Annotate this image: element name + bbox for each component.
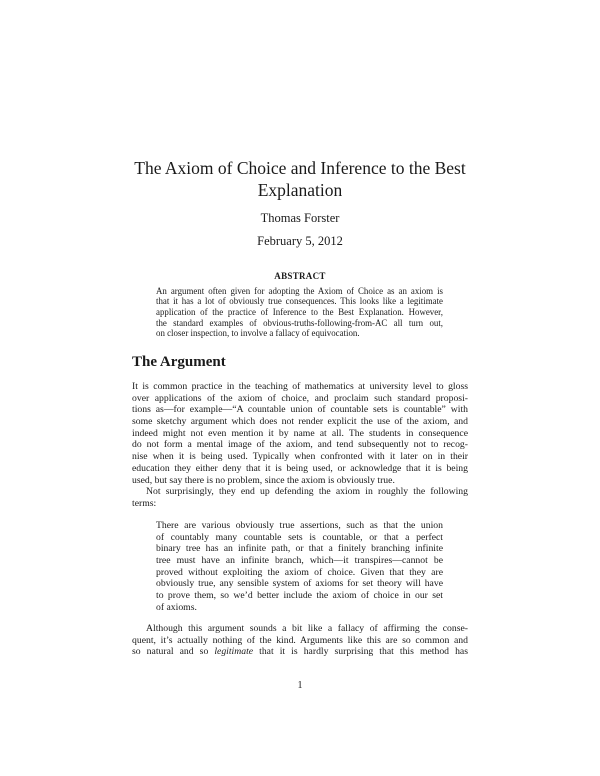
block-quote xyxy=(156,520,443,614)
section-heading: The Argument xyxy=(132,354,226,370)
text-line: of countably many countable sets is countable, or that a perfect xyxy=(156,531,443,543)
text-line: do not form a mental image of the axiom, and tend subsequently not to recog- xyxy=(132,439,468,451)
text-line: There are various obviously true assertions, such as that the union xyxy=(156,520,443,531)
text-line: An argument often given for adopting the Axiom of Choice as an axiom is xyxy=(156,285,443,296)
italic-word: legitimate xyxy=(214,646,254,658)
text-line: quent, it’s actually nothing of the kind. Arguments like this are so common and xyxy=(132,634,468,646)
paper-title xyxy=(0,157,600,201)
text-line: the standard examples of obvious-truths-following-from-AC all turn out, xyxy=(156,317,443,328)
text-line: that it has a lot of obviously true consequences. This looks like a legitimate xyxy=(156,296,443,307)
text-span: so natural and so xyxy=(132,646,215,658)
text-line: application of the practice of Inference to the Best Explanation. However, xyxy=(156,306,443,317)
text-line: of axioms. xyxy=(156,601,197,613)
text-line: proved without exploiting the axiom of choice. Given that they are xyxy=(156,566,443,578)
text-line: used, but say there is no problem, since the axiom is obviously true. xyxy=(132,474,395,486)
text-line: to prove them, so we’d better include the axiom of choice in our set xyxy=(156,590,443,602)
text-line: indeed might not even mention it by name at all. The students in consequence xyxy=(132,427,468,439)
text-line: binary tree has an infinite path, or that a finitely branching infinite xyxy=(156,543,443,555)
text-line xyxy=(132,646,468,658)
text-line: over applications of the axiom of choice, and proclaim such standard proposi- xyxy=(132,392,468,404)
text-line: nise when it is being used. Typically when confronted with it later on in their xyxy=(132,451,468,463)
text-line: some sketchy argument which does not render explicit the use of the axiom, and xyxy=(132,416,468,428)
paragraph xyxy=(132,381,468,510)
abstract-body xyxy=(156,286,443,339)
text-line: It is common practice in the teaching of mathematics at university level to gloss xyxy=(132,381,468,392)
date: February 5, 2012 xyxy=(257,234,343,248)
text-line: obviously true, any sensible system of axioms for set theory will have xyxy=(156,578,443,590)
text-line: on closer inspection, to involve a fallacy of equivocation. xyxy=(156,328,360,339)
text-line: tions as—for example—“A countable union of countable sets is countable” with xyxy=(132,404,468,416)
title-line: Explanation xyxy=(257,180,343,200)
text-span: that it is hardly surprising that this method has xyxy=(253,646,468,658)
text-line: tree must have an infinite branch, which—it transpires—cannot be xyxy=(156,555,443,567)
abstract-heading: ABSTRACT xyxy=(274,271,326,281)
author: Thomas Forster xyxy=(260,211,340,225)
paragraph xyxy=(132,623,468,658)
title-line: The Axiom of Choice and Inference to the Best xyxy=(134,158,466,178)
text-line: Although this argument sounds a bit like a fallacy of affirming the conse- xyxy=(146,623,468,634)
text-line: Not surprisingly, they end up defending the axiom in roughly the following xyxy=(146,486,468,498)
text-line: education they either deny that it is being used, or acknowledge that it is being xyxy=(132,462,468,474)
page-number: 1 xyxy=(297,680,303,691)
text-line: terms: xyxy=(132,497,157,509)
